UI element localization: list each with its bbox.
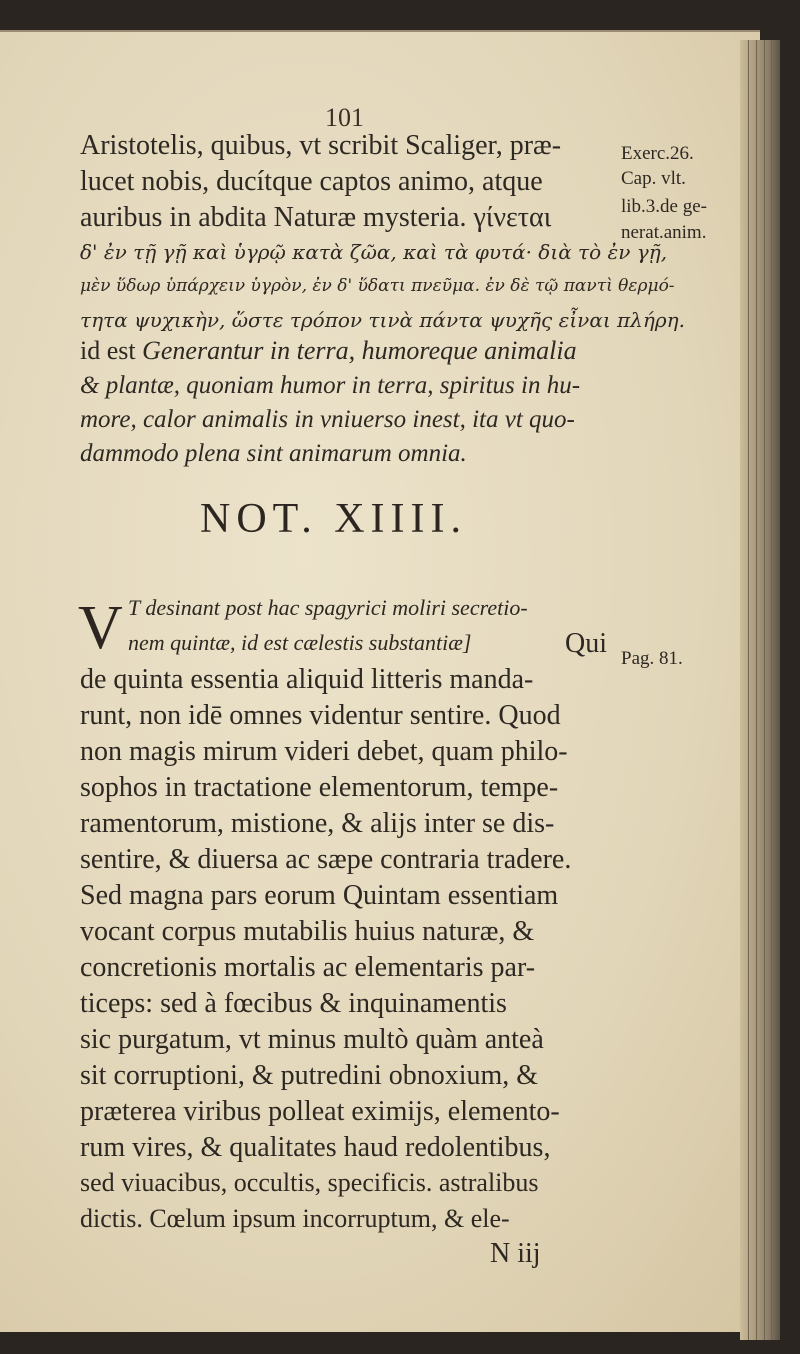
- text-line: sit corruptioni, & putredini obnoxium, &: [80, 1060, 539, 1091]
- section-heading: NOT. XIIII.: [200, 496, 467, 542]
- text-line: ramentorum, mistione, & alijs inter se dis-: [80, 808, 555, 839]
- text-line: Sed magna pars eorum Quintam essentiam: [80, 880, 559, 911]
- drop-cap: V: [78, 594, 123, 662]
- text-line: sic purgatum, vt minus multò quàm anteà: [80, 1024, 544, 1055]
- italic-line: more, calor animalis in vniuerso inest, ita vt quo-: [80, 406, 575, 433]
- margin-note: nerat.anim.: [621, 222, 707, 243]
- greek-line: δ' ἐν τῇ γῇ καὶ ὑγρῷ κατὰ ζῶα, καὶ τὰ φυτά· διὰ τὸ ἐν γῇ,: [80, 240, 668, 264]
- margin-note: Exerc.26.: [621, 143, 694, 164]
- greek-line: μὲν ὕδωρ ὑπάρχειν ὑγρὸν, ἐν δ' ὕδατι πνεῦμα. ἐν δὲ τῷ παντὶ θερμό-: [80, 276, 675, 296]
- text-line: Aristotelis, quibus, vt scribit Scaliger, præ-: [80, 130, 562, 161]
- italic-line: nem quintæ, id est cælestis substantiæ]: [128, 630, 472, 655]
- italic-line: & plantæ, quoniam humor in terra, spiritus in hu-: [80, 372, 581, 399]
- page-edges: [740, 40, 780, 1340]
- text-line: dictis. Cœlum ipsum incorruptum, & ele-: [80, 1204, 510, 1233]
- text-line: vocant corpus mutabilis huius naturæ, &: [80, 916, 535, 947]
- text-line: rum vires, & qualitates haud redolentibus,: [80, 1132, 551, 1163]
- signature-mark: N iij: [490, 1238, 541, 1269]
- greek-line: τητα ψυχικὴν, ὥστε τρόπον τινὰ πάντα ψυχῆς εἶναι πλήρη.: [80, 308, 685, 332]
- text-line: [80, 336, 577, 366]
- text-line: sentire, & diuersa ac sæpe contraria tradere.: [80, 844, 572, 875]
- margin-note: lib.3.de ge-: [621, 196, 708, 217]
- text-line: runt, non idē omnes videntur sentire. Quod: [80, 700, 561, 731]
- italic-line: T desinant post hac spagyrici moliri secretio-: [128, 595, 528, 620]
- text-line: lucet nobis, ducítque captos animo, atque: [80, 166, 543, 197]
- text-line: sed viuacibus, occultis, specificis. astralibus: [80, 1168, 539, 1197]
- page-number: 101: [325, 103, 364, 132]
- italic-translation: Generantur in terra, humoreque animalia: [142, 336, 577, 365]
- text-line: Qui: [565, 628, 607, 659]
- text-line: non magis mirum videri debet, quam philo-: [80, 736, 568, 767]
- margin-note: Pag. 81.: [621, 648, 683, 669]
- italic-line: dammodo plena sint animarum omnia.: [80, 440, 467, 467]
- text-line: auribus in abdita Naturæ mysteria. γίνεται: [80, 202, 552, 233]
- text-line: sophos in tractatione elementorum, tempe-: [80, 772, 559, 803]
- margin-note: Cap. vlt.: [621, 168, 686, 189]
- text-line: concretionis mortalis ac elementaris par-: [80, 952, 536, 983]
- text-line: præterea viribus polleat eximijs, elemento-: [80, 1096, 560, 1127]
- text-line: de quinta essentia aliquid litteris manda-: [80, 664, 534, 695]
- text-line: ticeps: sed à fœcibus & inquinamentis: [80, 988, 507, 1019]
- id-est: id est: [80, 336, 143, 365]
